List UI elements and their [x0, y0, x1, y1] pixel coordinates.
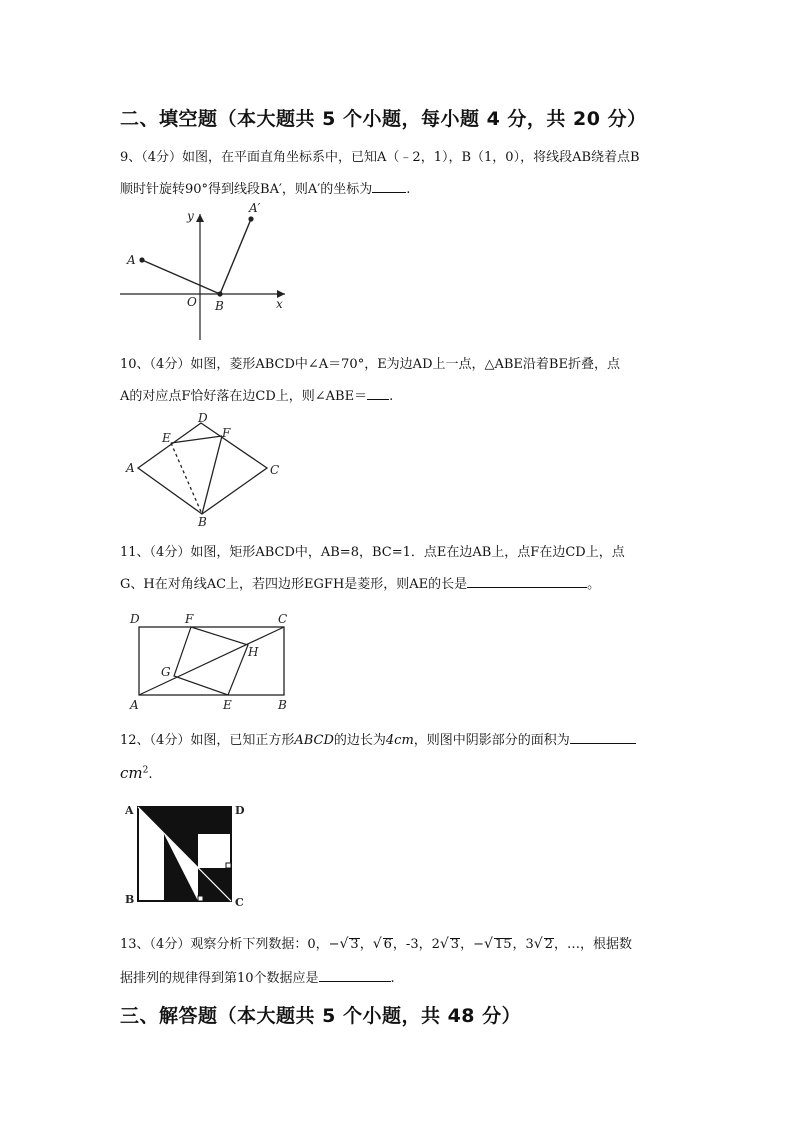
q10-figure	[120, 410, 290, 530]
q13-text-pre: 13、（4分）观察分析下列数据：0，	[120, 937, 329, 952]
q12-text-mid: 的边长为	[333, 733, 386, 748]
q11-label-c: C	[278, 612, 288, 626]
q12-unit-exp: 2	[142, 765, 149, 776]
q13-t5-radicand: 2	[544, 937, 553, 952]
section-2-title: 二、填空题（本大题共 5 个小题，每小题 4 分，共 20 分）	[120, 108, 647, 130]
q12-figure	[120, 800, 250, 912]
q13-t1-radical-icon: √	[339, 936, 349, 952]
q12-label-d: D	[235, 804, 245, 817]
q12-text-pre: 12、（4分）如图，已知正方形	[120, 733, 295, 748]
q13-t2-radical-icon: √	[372, 936, 382, 952]
q10-label-b: B	[198, 515, 207, 529]
q12-right-angle-mark-1	[226, 863, 231, 868]
q11-label-f: F	[185, 612, 194, 626]
q11-line-2-text: G、H在对角线AC上，若四边形EGFH是菱形，则AE的长是	[120, 577, 468, 592]
q11-answer-blank	[467, 574, 587, 588]
q12-line-1	[120, 729, 636, 748]
q13-sep-2: ，	[460, 937, 474, 952]
q10-label-c: C	[270, 463, 280, 477]
q10-rhombus	[138, 423, 267, 514]
q13-t3-radicand: 3	[450, 937, 460, 952]
section-3-title: 三、解答题（本大题共 5 个小题，共 48 分）	[120, 1005, 522, 1027]
q13-t5-radical-icon: √	[533, 936, 543, 952]
q11-label-g: G	[161, 665, 171, 679]
q12-unit: cm	[120, 764, 143, 782]
q13-t5-coef: 3	[525, 937, 534, 952]
q12-abcd: ABCD	[294, 733, 334, 748]
q13-t2-radicand: 6	[383, 937, 392, 952]
q13-text-mid: ，-3，	[392, 937, 432, 952]
q13-end: .	[390, 971, 395, 986]
q12-text-post: ，则图中阴影部分的面积为	[413, 733, 570, 748]
q9-end: .	[406, 182, 411, 197]
q9-point-a	[139, 257, 144, 262]
q9-label-y: y	[187, 209, 194, 223]
q11-figure	[125, 608, 300, 713]
q13-line-1	[120, 933, 632, 952]
q9-label-a: A	[127, 253, 136, 267]
q12-answer-blank	[570, 730, 636, 744]
q13-text-post: ，…，根据数	[553, 937, 632, 952]
q9-label-b: B	[215, 299, 224, 313]
q9-line-2	[120, 178, 410, 197]
q9-point-b	[217, 291, 222, 296]
q13-t1-radicand: 3	[350, 937, 359, 952]
q10-label-e: E	[162, 431, 171, 445]
q11-diagonal-ac	[139, 627, 284, 695]
q9-label-o: O	[187, 295, 197, 309]
q9-line-2-text: 顺时针旋转90°得到线段BA′，则A′的坐标为	[120, 182, 373, 197]
q10-label-a: A	[126, 461, 135, 475]
q9-y-arrow-icon	[196, 214, 204, 222]
q9-label-x: x	[276, 297, 283, 311]
q10-line-1: 10、（4分）如图，菱形ABCD中∠A＝70°，E为边AD上一点，△ABE沿着BE折叠，点	[120, 357, 620, 372]
q12-length: 4cm	[385, 733, 414, 748]
q11-line-2	[120, 573, 600, 592]
q10-label-d: D	[198, 411, 208, 425]
q12-label-b: B	[125, 893, 135, 906]
q12-right-angle-mark-2	[198, 896, 203, 901]
q10-line-2-text: A的对应点F恰好落在边CD上，则∠ABE＝	[120, 389, 368, 404]
q13-line-2	[120, 967, 395, 986]
q11-label-b: B	[278, 698, 287, 712]
q13-sep-1: ，	[359, 937, 373, 952]
q11-label-d: D	[130, 612, 140, 626]
q10-line-2	[120, 385, 393, 404]
q11-label-a: A	[130, 698, 139, 712]
q9-label-a-prime: A′	[249, 201, 261, 215]
q11-line-1: 11、（4分）如图，矩形ABCD中，AB=8，BC=1．点E在边AB上，点F在边CD上，点	[120, 545, 625, 560]
q10-label-f: F	[222, 426, 231, 440]
q9-segment-ba-prime	[220, 219, 251, 294]
q9-point-a-prime	[248, 216, 253, 221]
q9-line-1: 9、（4分）如图，在平面直角坐标系中，已知A（﹣2，1），B（1，0），将线段AB绕着点B	[120, 150, 640, 165]
q13-t4-sign: −	[473, 937, 484, 952]
q13-t4-radicand: 15	[494, 937, 512, 952]
q9-segment-ab	[142, 260, 220, 294]
q13-t3-radical-icon: √	[439, 936, 449, 952]
q12-line-2	[120, 764, 153, 782]
q13-t4-radical-icon: √	[484, 936, 493, 952]
q13-t1-sign: −	[328, 937, 340, 952]
q11-end: 。	[587, 577, 601, 592]
q13-answer-blank	[319, 968, 391, 982]
q9-answer-blank	[372, 179, 406, 193]
q12-end: .	[148, 767, 153, 782]
q13-line-2-text: 据排列的规律得到第10个数据应是	[120, 971, 319, 986]
q13-sep-3: ，	[512, 937, 526, 952]
q10-answer-blank	[367, 386, 389, 400]
q9-figure	[115, 200, 300, 342]
q12-label-c: C	[235, 896, 244, 909]
q13-t3-coef: 2	[431, 937, 440, 952]
q10-end: .	[389, 389, 394, 404]
q12-label-a: A	[125, 804, 134, 817]
q11-label-h: H	[248, 645, 259, 659]
q11-label-e: E	[223, 698, 232, 712]
